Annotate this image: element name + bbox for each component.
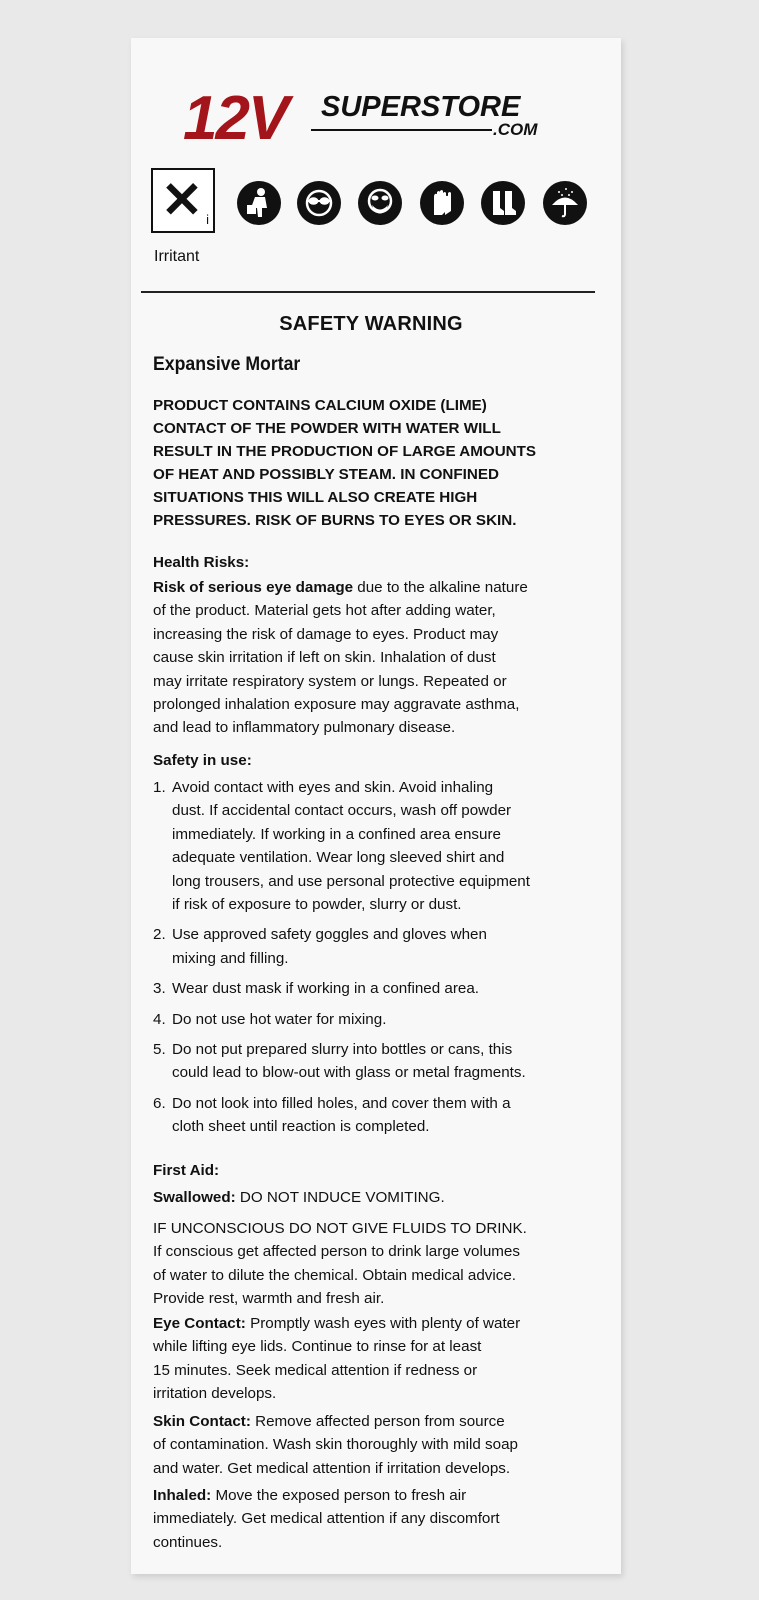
list-item: 4. Do not use hot water for mixing. [153,1010,387,1028]
hazard-subscript: i [206,212,209,227]
logo-superstore: SUPERSTORE [321,91,521,123]
list-item: 2. Use approved safety goggles and gloves when mixing and filling. [153,926,487,967]
eye-contact-text: Eye Contact: Promptly wash eyes with plenty of water while lifting eye lids. Continue to rinse for at least 15 minutes. Seek medical attention if redness or irritation develops. [153,1315,521,1403]
list-item: 6. Do not look into filled holes, and cover them with a cloth sheet until reaction is completed. [153,1094,511,1136]
health-line: due to the alkaline nature [353,579,528,596]
warning-line: CONTACT OF THE POWDER WITH WATER WILL [153,420,501,437]
health-line: of the product. Material gets hot after adding water, [153,602,496,620]
section-divider [141,291,595,293]
logo-underline [311,129,492,131]
skin-contact-text: Skin Contact: Remove affected person from source of contamination. Wash skin thoroughly with mild soap and water. Get medical attention if irritation develops. [153,1413,518,1477]
health-line: and lead to inflammatory pulmonary disease. [153,719,456,737]
warning-line: PRESSURES. RISK OF BURNS TO EYES OR SKIN. [153,512,517,529]
health-line: prolonged inhalation exposure may aggravate asthma, [153,696,520,714]
swallowed-detail: IF UNCONSCIOUS DO NOT GIVE FLUIDS TO DRINK. If conscious get affected person to drink large volumes of water to dilute the chemical. Obtain medical advice. Provide rest, warmth and fresh air. [153,1220,527,1308]
brand-logo [183,84,563,158]
warning-line: PRODUCT CONTAINS CALCIUM OXIDE (LIME) [153,397,487,414]
warning-line: SITUATIONS THIS WILL ALSO CREATE HIGH [153,489,478,506]
warning-line: OF HEAT AND POSSIBLY STEAM. IN CONFINED [153,466,499,483]
first-aid-heading: First Aid: [153,1162,220,1179]
irritant-hazard-symbol [151,168,215,233]
product-name: Expansive Mortar [153,354,301,375]
health-line: may irritate respiratory system or lungs. Repeated or [153,672,507,690]
inhaled-label: Inhaled: [153,1487,212,1504]
list-item: 3. Wear dust mask if working in a confined area. [153,980,479,998]
list-item: 1. Avoid contact with eyes and skin. Avoid inhaling dust. If accidental contact occurs, wash off powder immediately. If working in a confined area ensure adequate ventilation. Wear long sleeved shirt and long trousers, and use personal protective equipment if risk of exposure to powder, slurry or dust. [153,779,530,914]
dust-mask-icon [358,181,402,225]
keep-dry-icon [543,181,587,225]
gloves-icon [420,181,464,225]
logo-com: .COM [493,120,538,139]
swallowed-text: Swallowed: DO NOT INDUCE VOMITING. [153,1189,445,1206]
eye-contact-label: Eye Contact: [153,1315,246,1332]
safety-in-use-heading: Safety in use: [153,752,252,769]
inhaled-text: Inhaled: Move the exposed person to fresh air immediately. Get medical attention if any discomfort continues. [153,1487,500,1551]
safety-goggles-icon [297,181,341,225]
health-risks-text [153,576,603,740]
protective-clothing-icon [237,181,281,225]
health-risks-heading: Health Risks: [153,554,250,571]
logo-12v: 12V [183,84,288,153]
swallowed-label: Swallowed: [153,1189,236,1206]
safety-label-sheet [131,38,621,1574]
warning-block [153,394,603,532]
safety-list [153,776,603,1146]
hazard-label: Irritant [154,248,200,265]
list-item: 5. Do not put prepared slurry into bottles or cans, this could lead to blow-out with glass or metal fragments. [153,1041,526,1082]
health-line: cause skin irritation if left on skin. Inhalation of dust [153,649,496,667]
health-lead: Risk of serious eye damage [153,579,354,596]
safety-warning-title: SAFETY WARNING [279,313,463,335]
x-icon: ✕ [161,172,203,228]
health-line: increasing the risk of damage to eyes. Product may [153,625,499,643]
skin-contact-label: Skin Contact: [153,1413,251,1430]
boots-icon [481,181,525,225]
warning-line: RESULT IN THE PRODUCTION OF LARGE AMOUNTS [153,443,537,460]
